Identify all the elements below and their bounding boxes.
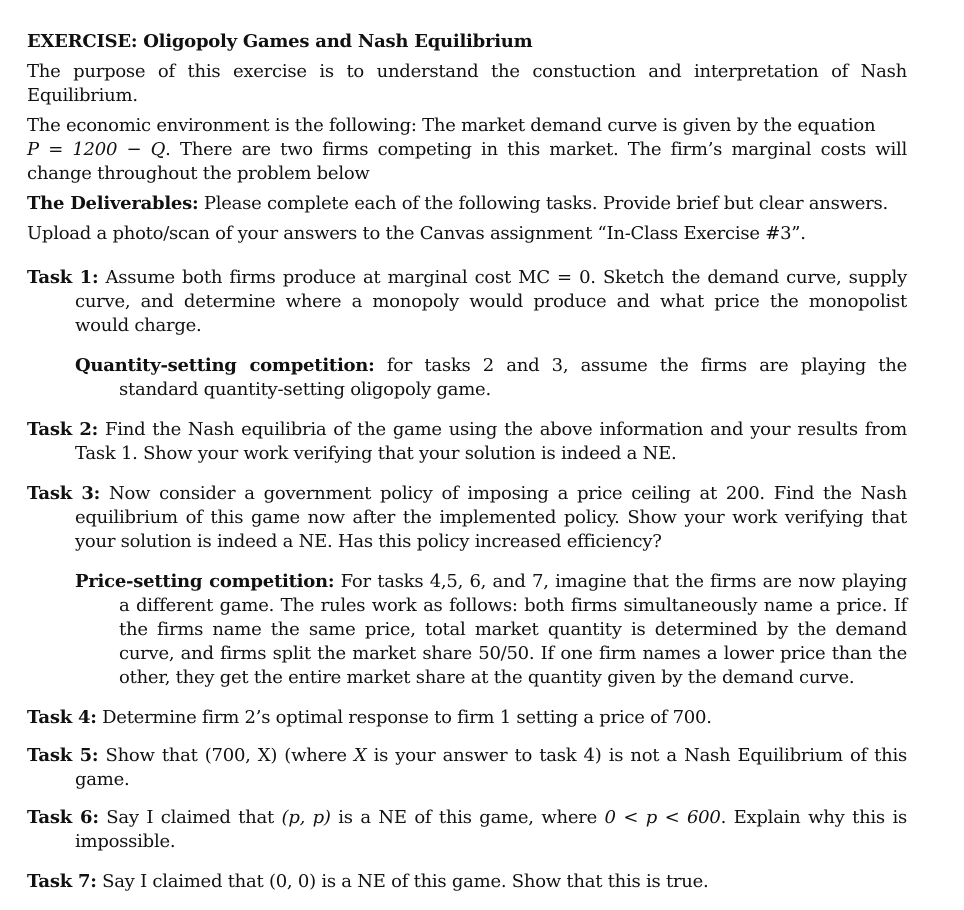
price-setting-section	[75, 570, 907, 690]
deliverables-label: The Deliverables:	[27, 193, 199, 214]
task-5-variable: X	[353, 745, 367, 766]
task-5-strategy-profile: (700, X)	[204, 745, 278, 766]
task-4-label: Task 4:	[27, 707, 97, 728]
task-5-label: Task 5:	[27, 745, 99, 766]
environment-text-before: The economic environment is the following: The market demand curve is given by the equation	[27, 115, 876, 136]
demand-equation: P = 1200 − Q	[27, 139, 166, 160]
task-1	[27, 266, 907, 338]
task-4	[27, 706, 907, 730]
task-2-label: Task 2:	[27, 419, 99, 440]
task-6-label: Task 6:	[27, 807, 99, 828]
task-7-text-after: is a NE of this game. Show that this is true.	[315, 871, 709, 892]
exercise-document	[27, 30, 907, 910]
task-7-text-before: Say I claimed that	[96, 871, 269, 892]
price-setting-text: For tasks 4,5, 6, and 7, imagine that the firms are now playing a different game. The rules work as follows: both firms simultaneously name a price. If the firms name the same price, total market quantity is determined by the demand curve, and firms split the market share 50/50. If one firm names a lower price than the other, they get the entire market share at the quantity given by the demand curve.	[119, 571, 907, 688]
quantity-setting-text: for tasks 2 and 3, assume the firms are playing the standard quantity-setting oligopoly game.	[119, 355, 907, 400]
task-5-text-after: is your answer to task 4) is not a Nash Equilibrium of this game.	[75, 745, 908, 790]
task-6-strategy-profile: (p, p)	[281, 807, 331, 828]
price-setting-label: Price-setting competition:	[75, 571, 335, 592]
task-7	[27, 870, 907, 894]
deliverables-paragraph	[27, 192, 907, 216]
task-7-strategy-profile: (0, 0)	[268, 871, 316, 892]
task-6-text-middle: is a NE of this game, where	[330, 807, 605, 828]
purpose-paragraph: The purpose of this exercise is to understand the constuction and interpretation of Nash Equilibrium.	[27, 61, 907, 106]
deliverables-text: Please complete each of the following tasks. Provide brief but clear answers.	[198, 193, 888, 214]
task-2	[27, 418, 907, 466]
task-2-text: Find the Nash equilibria of the game using the above information and your results from Task 1. Show your work verifying that your solution is indeed a NE.	[75, 419, 907, 464]
quantity-setting-section	[75, 354, 907, 402]
task-7-label: Task 7:	[27, 871, 97, 892]
task-5-text-middle: (where	[277, 745, 354, 766]
upload-paragraph: Upload a photo/scan of your answers to the Canvas assignment “In-Class Exercise #3”.	[27, 223, 806, 244]
task-1-label: Task 1:	[27, 267, 99, 288]
task-3	[27, 482, 907, 554]
task-5	[27, 744, 907, 792]
task-6-price-range: 0 < p < 600	[604, 807, 721, 828]
task-3-text: Now consider a government policy of imposing a price ceiling at 200. Find the Nash equilibrium of this game now after the implemented policy. Show your work verifying that your solution is indeed a NE. Has this policy increased efficiency?	[75, 483, 907, 552]
environment-paragraph	[27, 114, 907, 186]
task-3-label: Task 3:	[27, 483, 101, 504]
task-6-text-before: Say I claimed that	[98, 807, 282, 828]
task-4-text: Determine firm 2’s optimal response to firm 1 setting a price of 700.	[96, 707, 712, 728]
task-6-text-after: . Explain why this is impossible.	[75, 807, 907, 852]
task-6	[27, 806, 907, 854]
exercise-title: EXERCISE: Oligopoly Games and Nash Equilibrium	[27, 31, 533, 52]
environment-text-after: . There are two firms competing in this market. The firm’s marginal costs will change throughout the problem below	[27, 139, 907, 184]
task-5-text-before: Show that	[98, 745, 205, 766]
task-1-text: Assume both firms produce at marginal cost MC = 0. Sketch the demand curve, supply curve, and determine where a monopoly would produce and what price the monopolist would charge.	[75, 267, 907, 336]
quantity-setting-label: Quantity-setting competition:	[75, 355, 375, 376]
